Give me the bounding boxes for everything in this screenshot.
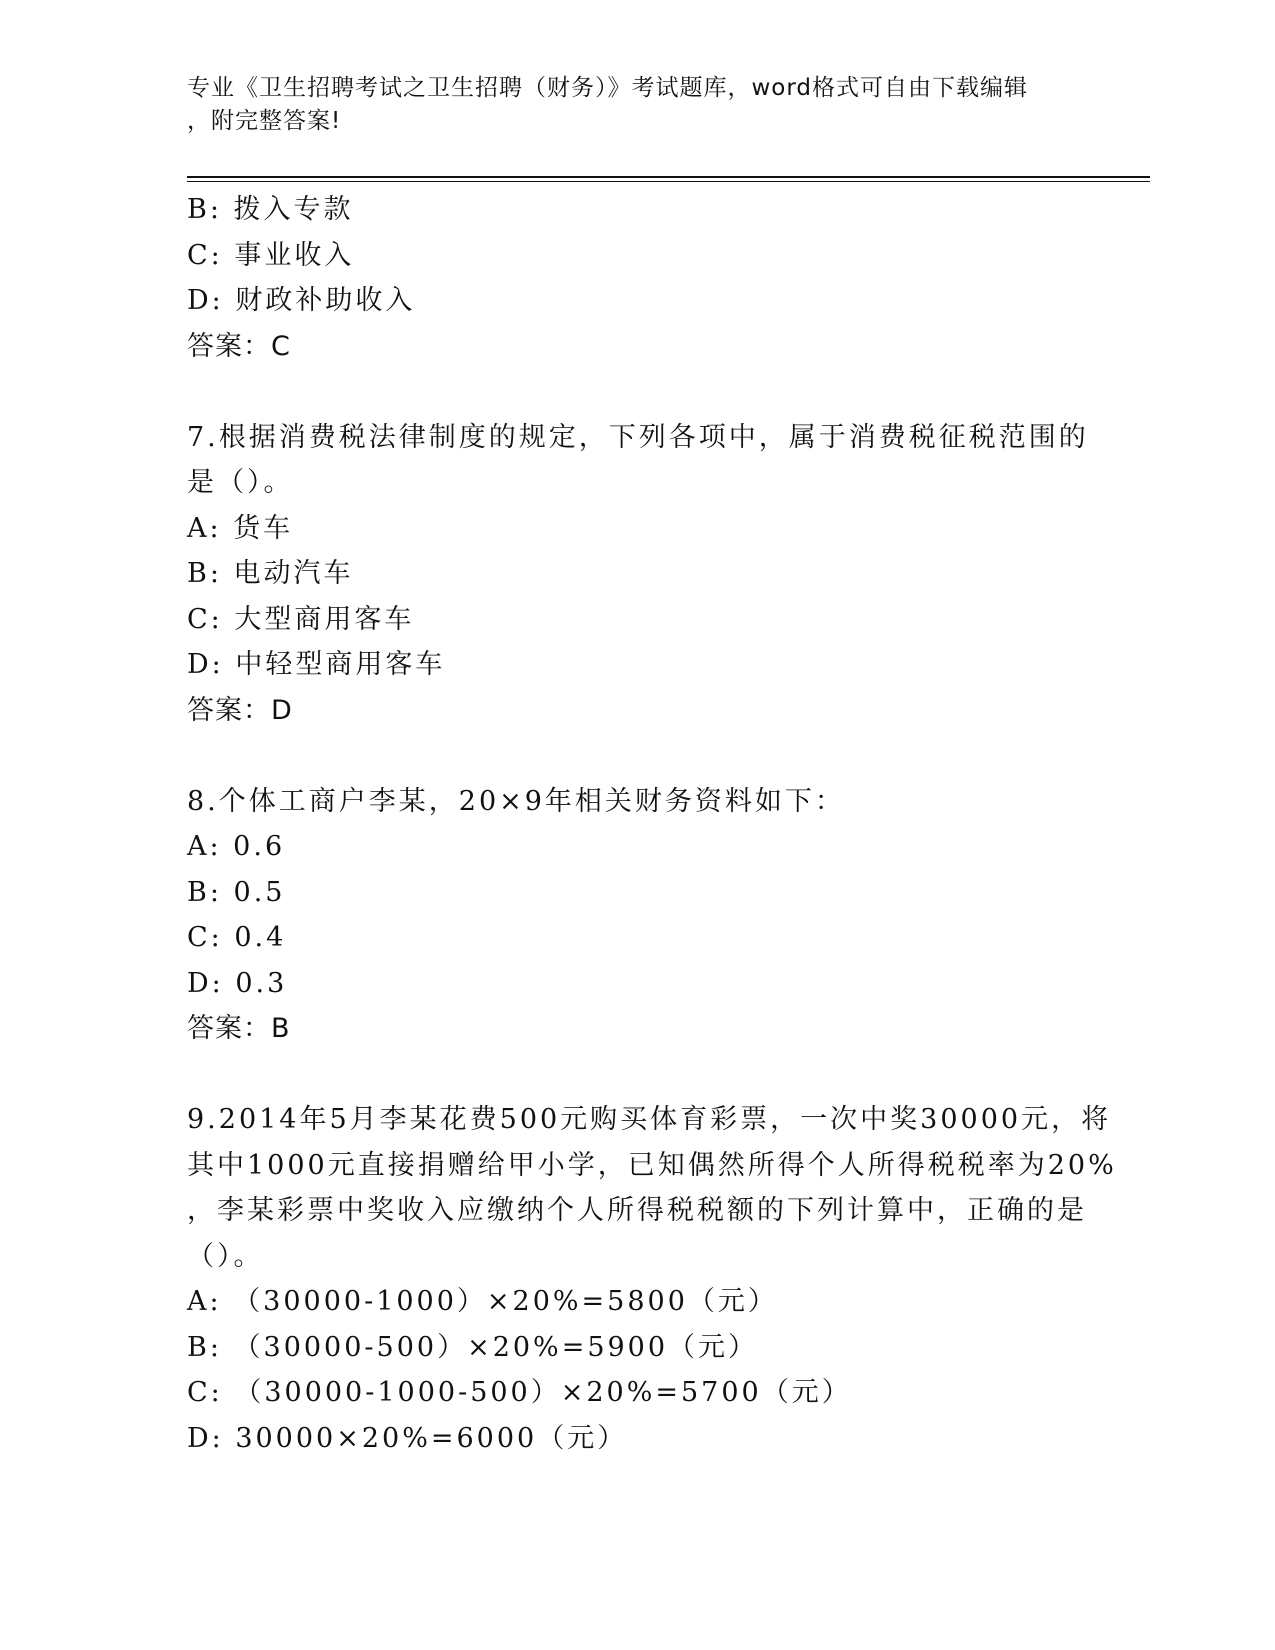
answer: 答案：D xyxy=(187,694,293,726)
question-stem: 7.根据消费税法律制度的规定，下列各项中，属于消费税征税范围的 xyxy=(187,421,1089,453)
question-list xyxy=(187,187,1117,1461)
spacer xyxy=(187,369,1087,415)
question-stem: ，李某彩票中奖收入应缴纳个人所得税税额的下列计算中，正确的是 xyxy=(187,1195,1087,1226)
header-rule-thin xyxy=(187,181,1150,182)
spacer xyxy=(187,1052,1087,1098)
question-stem: 9.2014年5月李某花费500元购买体育彩票，一次中奖30000元，将 xyxy=(187,1104,1112,1135)
header-rule-thick xyxy=(187,176,1150,178)
option-b: B: 0.5 xyxy=(187,876,286,908)
answer: 答案：B xyxy=(187,1013,291,1044)
question-8 xyxy=(187,779,1087,1052)
document-header xyxy=(187,72,1087,138)
option-b: B: （30000-500）×20%=5900（元） xyxy=(187,1331,759,1363)
answer: 答案：C xyxy=(187,330,291,362)
option-d: D: 财政补助收入 xyxy=(187,285,416,316)
option-b: B: 电动汽车 xyxy=(187,558,354,589)
option-a: A: 货车 xyxy=(187,512,294,544)
option-a: A: 0.6 xyxy=(187,831,286,862)
question-stem: 其中1000元直接捐赠给甲小学，已知偶然所得个人所得税税率为20% xyxy=(187,1149,1117,1181)
option-d: D: 0.3 xyxy=(187,967,288,999)
option-c: C: 0.4 xyxy=(187,922,287,953)
header-line-1: 专业《卫生招聘考试之卫生招聘（财务）》考试题库，word格式可自由下载编辑 xyxy=(187,75,1029,101)
question-9 xyxy=(187,1097,1117,1461)
option-a: A: （30000-1000）×20%=5800（元） xyxy=(187,1286,778,1317)
option-c: C: （30000-1000-500）×20%=5700（元） xyxy=(187,1377,852,1408)
option-b: B: 拨入专款 xyxy=(187,194,354,225)
option-d: D: 30000×20%=6000（元） xyxy=(187,1422,628,1454)
question-stem: （）。 xyxy=(187,1240,264,1272)
option-c: C: 大型商用客车 xyxy=(187,603,415,635)
question-7 xyxy=(187,415,1087,734)
option-c: C: 事业收入 xyxy=(187,239,355,271)
question-stem: 是（）。 xyxy=(187,467,294,498)
header-line-2: ，附完整答案! xyxy=(187,108,342,134)
option-d: D: 中轻型商用客车 xyxy=(187,649,446,680)
spacer xyxy=(187,733,1087,779)
question-stem: 8.个体工商户李某，20×9年相关财务资料如下： xyxy=(187,785,845,817)
question-6-tail xyxy=(187,187,1087,369)
